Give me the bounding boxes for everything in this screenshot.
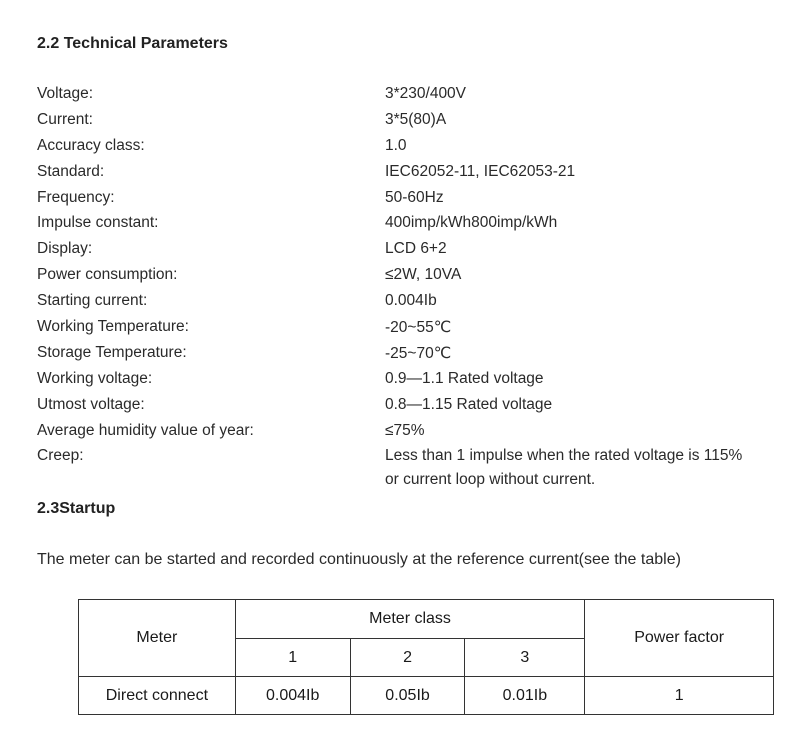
header-meter: Meter [79,600,236,677]
param-value: 0.9—1.1 Rated voltage [385,369,544,387]
cell-class-3: 0.01Ib [465,677,585,715]
param-label: Display: [37,240,93,258]
param-label: Starting current: [37,292,148,310]
param-value: -25~70℃ [385,344,452,362]
param-label: Accuracy class: [37,136,145,154]
param-label: Utmost voltage: [37,395,145,413]
param-value: Less than 1 impulse when the rated voltage is 115% [385,447,743,465]
param-value: 0.004Ib [385,292,437,310]
param-row-frequency [0,189,800,215]
param-label: Current: [37,110,93,128]
param-value: -20~55℃ [385,319,452,337]
param-value: 0.8—1.15 Rated voltage [385,395,553,413]
section-heading-technical-parameters: 2.2 Technical Parameters [37,35,228,52]
class-column-3: 3 [465,639,585,677]
header-power-factor: Power factor [585,600,774,677]
param-label: Creep: [37,447,84,465]
param-row-accuracy-class [0,137,800,163]
header-meter-class: Meter class [235,600,585,639]
param-row-current [0,111,800,137]
param-value: 3*5(80)A [385,110,447,128]
parameters-list [0,85,800,489]
param-value: LCD 6+2 [385,240,447,258]
row-label-direct-connect: Direct connect [79,677,236,715]
param-label: Working Temperature: [37,318,189,336]
cell-power-factor: 1 [585,677,774,715]
class-column-1: 1 [235,639,350,677]
param-row-average-humidity [0,422,800,448]
startup-table [78,599,774,715]
param-row-standard [0,163,800,189]
param-row-storage-temperature [0,344,800,370]
section-heading-startup: 2.3Startup [37,500,116,517]
param-label: Storage Temperature: [37,343,187,361]
param-value: 1.0 [385,136,407,154]
param-row-utmost-voltage [0,396,800,422]
param-label: Power consumption: [37,266,178,284]
param-value-continued: or current loop without current. [385,471,596,489]
param-row-power-consumption [0,266,800,292]
param-value: 400imp/kWh800imp/kWh [385,214,558,232]
param-value: IEC62052-11, IEC62053-21 [385,162,576,180]
param-value: ≤75% [385,421,425,439]
param-row-impulse-constant [0,214,800,240]
class-column-2: 2 [350,639,465,677]
cell-class-2: 0.05Ib [350,677,465,715]
param-label: Impulse constant: [37,214,159,232]
param-row-display [0,240,800,266]
param-label: Standard: [37,162,105,180]
param-label: Voltage: [37,85,94,102]
table-header-row [79,600,774,639]
param-value: ≤2W, 10VA [385,266,462,284]
param-row-voltage [0,85,800,111]
param-row-creep [0,447,800,489]
param-value: 50-60Hz [385,188,444,206]
cell-class-1: 0.004Ib [235,677,350,715]
param-row-working-temperature [0,318,800,344]
param-row-working-voltage [0,370,800,396]
param-value: 3*230/400V [385,85,467,102]
param-row-starting-current [0,292,800,318]
param-label: Working voltage: [37,369,153,387]
param-label: Average humidity value of year: [37,421,254,439]
param-label: Frequency: [37,188,115,206]
startup-intro-text: The meter can be started and recorded continuously at the reference current(see the table) [37,551,681,568]
table-row [79,677,774,715]
